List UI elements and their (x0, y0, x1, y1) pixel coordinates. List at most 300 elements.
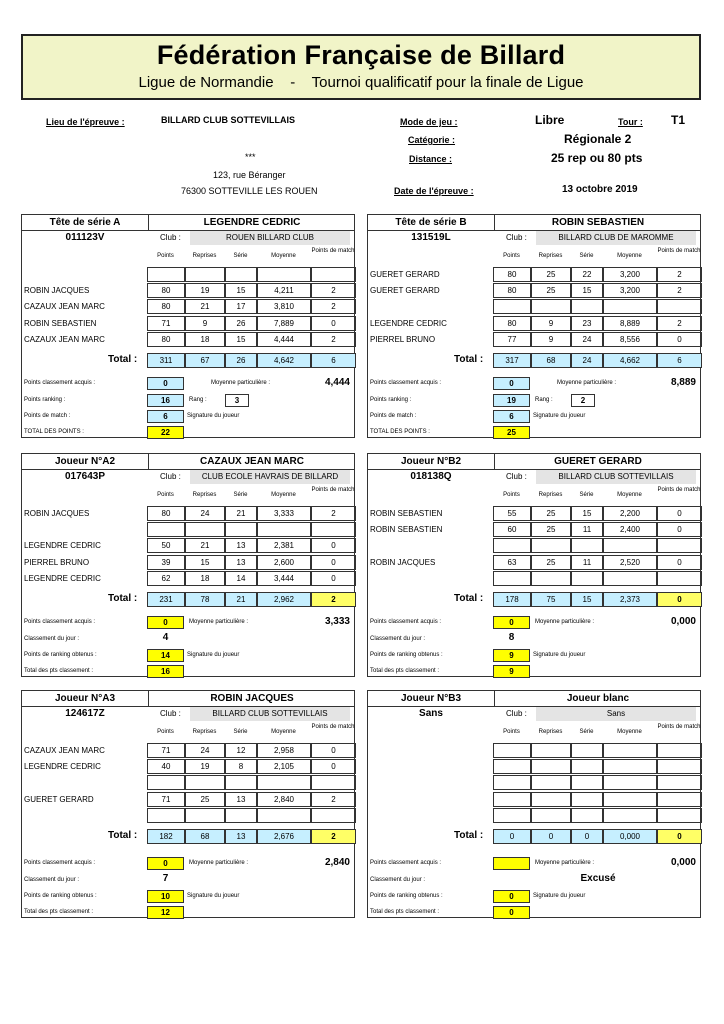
score-cell-pm (657, 299, 702, 314)
score-cell-reprises (185, 267, 225, 282)
distance-label: Distance : (409, 154, 453, 164)
player-id: 131519L (411, 232, 451, 243)
panel-role: Tête de série A (22, 215, 149, 230)
score-cell-reprises: 25 (531, 283, 571, 298)
classement-du-jour-label: Classement du jour : (370, 636, 426, 642)
score-cell-pm: 2 (657, 316, 702, 331)
total-cell-reprises: 68 (531, 353, 571, 368)
categorie-label: Catégorie : (408, 135, 456, 145)
total-points-label: TOTAL DES POINTS : (370, 429, 430, 435)
score-cell-reprises: 19 (185, 759, 225, 774)
score-cell-pm (657, 743, 702, 758)
score-cell-reprises: 25 (531, 555, 571, 570)
score-cell-serie: 11 (571, 522, 603, 537)
panel-role: Tête de série B (368, 215, 495, 230)
score-cell-serie: 26 (225, 316, 257, 331)
panel-role: Joueur N°B3 (368, 691, 495, 706)
score-cell-moyenne: 7,889 (257, 316, 311, 331)
panel-role: Joueur N°A2 (22, 454, 149, 469)
player-name: CAZAUX JEAN MARC (200, 456, 304, 467)
score-cell-serie: 15 (571, 283, 603, 298)
score-cell-moyenne: 2,958 (257, 743, 311, 758)
rang-label: Rang : (189, 397, 207, 403)
tour-value: T1 (671, 113, 686, 127)
score-cell-points: 55 (493, 506, 531, 521)
score-cell-points: 71 (147, 792, 185, 807)
score-cell-moyenne: 3,444 (257, 571, 311, 586)
score-cell-reprises (531, 792, 571, 807)
moyenne-particuliere-label: Moyenne particulière : (535, 860, 595, 866)
column-header-reprises: Reprises (538, 492, 563, 498)
panel-header (368, 454, 700, 470)
player-id-row (368, 470, 700, 486)
score-cell-moyenne (257, 267, 311, 282)
distance-value: 25 rep ou 80 pts (551, 151, 643, 165)
panel-header (22, 215, 354, 231)
match-points-value: 6 (147, 410, 184, 423)
score-cell-serie: 13 (225, 538, 257, 553)
player-name: ROBIN SEBASTIEN (551, 217, 645, 228)
total-cell-moyenne: 0,000 (603, 829, 657, 844)
score-cell-serie (225, 775, 257, 790)
score-cell-moyenne: 3,200 (603, 283, 657, 298)
ranking-obtenus-value: 0 (493, 890, 530, 903)
ranking-value: 19 (493, 394, 530, 407)
total-cell-moyenne: 2,962 (257, 592, 311, 607)
total-cell-serie: 0 (571, 829, 603, 844)
signature-label: Signature du joueur (533, 413, 586, 419)
column-header-moyenne: Moyenne (617, 492, 642, 498)
score-cell-points (493, 808, 531, 823)
column-header-points: Points (503, 492, 520, 498)
total-cell-points: 317 (493, 353, 531, 368)
score-cell-points (147, 808, 185, 823)
panel-header (368, 215, 700, 231)
score-cell-points: 80 (493, 283, 531, 298)
score-cell-moyenne (257, 808, 311, 823)
rang-value: 2 (571, 394, 595, 407)
club-value: Sans (536, 707, 696, 721)
total-cell-moyenne: 4,662 (603, 353, 657, 368)
total-cell-points: 178 (493, 592, 531, 607)
opponent-name: GUERET GERARD (370, 286, 440, 295)
score-cell-pm: 0 (311, 538, 356, 553)
score-cell-pm: 0 (311, 555, 356, 570)
column-header-pm: Points de match (311, 487, 355, 493)
rang-value: 3 (225, 394, 249, 407)
score-cell-reprises (531, 808, 571, 823)
player-id: 124617Z (65, 708, 105, 719)
ranking-obtenus-label: Points de ranking obtenus : (24, 893, 97, 899)
player-id-row (22, 707, 354, 723)
column-header-reprises: Reprises (538, 729, 563, 735)
column-header-pm: Points de match (311, 724, 355, 730)
score-cell-serie (571, 759, 603, 774)
score-cell-reprises (185, 808, 225, 823)
player-panel (367, 214, 701, 438)
moyenne-particuliere-label: Moyenne particulière : (557, 380, 617, 386)
pca-value: 0 (147, 377, 184, 390)
score-cell-serie: 11 (571, 555, 603, 570)
score-cell-reprises: 21 (185, 538, 225, 553)
score-cell-moyenne: 4,444 (257, 332, 311, 347)
player-panel (21, 214, 355, 438)
score-cell-points: 62 (147, 571, 185, 586)
ranking-obtenus-label: Points de ranking obtenus : (370, 652, 443, 658)
score-cell-reprises (531, 299, 571, 314)
score-cell-moyenne (603, 299, 657, 314)
score-cell-serie (571, 571, 603, 586)
total-cell-pm: 2 (311, 592, 356, 607)
total-cell-serie: 24 (571, 353, 603, 368)
ranking-value: 16 (147, 394, 184, 407)
score-cell-moyenne (603, 775, 657, 790)
total-cell-serie: 15 (571, 592, 603, 607)
column-header-reprises: Reprises (538, 253, 563, 259)
tour-label: Tour : (618, 117, 643, 127)
score-cell-moyenne: 2,400 (603, 522, 657, 537)
score-cell-pm: 0 (657, 506, 702, 521)
opponent-name: ROBIN SEBASTIEN (24, 319, 97, 328)
score-cell-pm (311, 522, 356, 537)
score-cell-reprises (185, 522, 225, 537)
opponent-name: LEGENDRE CEDRIC (24, 574, 101, 583)
pca-value: 0 (493, 377, 530, 390)
opponent-name: LEGENDRE CEDRIC (24, 541, 101, 550)
score-cell-points (493, 538, 531, 553)
score-cell-pm: 0 (657, 522, 702, 537)
opponent-name: CAZAUX JEAN MARC (24, 335, 105, 344)
score-cell-moyenne (603, 792, 657, 807)
total-label: Total : (108, 354, 138, 365)
pca-value: 0 (493, 616, 530, 629)
column-header-pm: Points de match (657, 248, 701, 254)
score-cell-reprises: 25 (531, 506, 571, 521)
opponent-name: ROBIN SEBASTIEN (370, 525, 443, 534)
score-cell-serie: 15 (225, 332, 257, 347)
player-panel (21, 690, 355, 918)
total-cell-pm: 6 (311, 353, 356, 368)
player-panel (21, 453, 355, 677)
match-points-label: Points de match : (24, 413, 71, 419)
total-classement-value: 0 (493, 906, 530, 919)
score-cell-reprises (185, 775, 225, 790)
opponent-name: CAZAUX JEAN MARC (24, 302, 105, 311)
score-cell-serie (571, 775, 603, 790)
score-cell-reprises (531, 571, 571, 586)
pca-value: 0 (147, 857, 184, 870)
panel-header (368, 691, 700, 707)
score-cell-serie (225, 267, 257, 282)
score-cell-reprises: 24 (185, 743, 225, 758)
total-classement-label: Total des pts classement : (24, 668, 94, 674)
score-cell-pm: 2 (311, 299, 356, 314)
column-header-serie: Série (233, 492, 248, 498)
score-cell-pm (311, 808, 356, 823)
date-value: 13 octobre 2019 (562, 184, 638, 195)
column-header-reprises: Reprises (192, 253, 217, 259)
score-cell-reprises: 25 (531, 267, 571, 282)
classement-du-jour-label: Classement du jour : (24, 636, 80, 642)
total-classement-value: 16 (147, 665, 184, 678)
total-cell-reprises: 78 (185, 592, 225, 607)
pca-label: Points classement acquis : (370, 860, 442, 866)
moyenne-particuliere-value: 8,889 (670, 377, 696, 388)
score-cell-pm: 0 (311, 759, 356, 774)
score-cell-moyenne: 2,520 (603, 555, 657, 570)
score-cell-points: 80 (147, 332, 185, 347)
ranking-obtenus-label: Points de ranking obtenus : (24, 652, 97, 658)
moyenne-particuliere-value: 3,333 (324, 616, 350, 627)
score-cell-reprises (531, 759, 571, 774)
player-name: Joueur blanc (566, 693, 630, 704)
opponent-name: ROBIN JACQUES (24, 509, 90, 518)
score-cell-pm: 2 (657, 283, 702, 298)
column-header-points: Points (157, 253, 174, 259)
column-header-pm: Points de match (657, 487, 701, 493)
score-cell-reprises: 9 (185, 316, 225, 331)
classement-du-jour-label: Classement du jour : (370, 877, 426, 883)
pca-label: Points classement acquis : (370, 619, 442, 625)
club-value: BILLARD CLUB DE MAROMME (536, 231, 696, 245)
score-cell-pm (657, 571, 702, 586)
subtitle-separator: - (290, 74, 296, 91)
player-name: LEGENDRE CEDRIC (203, 217, 301, 228)
page-title: Fédération Française de Billard (156, 40, 566, 70)
moyenne-particuliere-label: Moyenne particulière : (211, 380, 271, 386)
player-id: 018138Q (410, 471, 452, 482)
total-label: Total : (454, 354, 484, 365)
column-header-points: Points (503, 729, 520, 735)
score-cell-pm (657, 759, 702, 774)
pca-label: Points classement acquis : (24, 619, 96, 625)
pca-label: Points classement acquis : (24, 380, 96, 386)
moyenne-particuliere-label: Moyenne particulière : (189, 619, 249, 625)
mode-label: Mode de jeu : (400, 117, 458, 127)
score-cell-serie (571, 792, 603, 807)
column-header-reprises: Reprises (192, 492, 217, 498)
total-cell-serie: 21 (225, 592, 257, 607)
column-header-moyenne: Moyenne (271, 492, 296, 498)
total-classement-label: Total des pts classement : (370, 909, 440, 915)
score-cell-reprises (531, 538, 571, 553)
classement-du-jour-label: Classement du jour : (24, 877, 80, 883)
rang-label: Rang : (535, 397, 553, 403)
total-cell-points: 231 (147, 592, 185, 607)
pca-value (493, 857, 530, 870)
lieu-value: BILLARD CLUB SOTTEVILLAIS (161, 115, 295, 125)
score-cell-serie (225, 522, 257, 537)
score-cell-serie (571, 538, 603, 553)
club-value: BILLARD CLUB SOTTEVILLAIS (190, 707, 350, 721)
score-cell-serie: 13 (225, 792, 257, 807)
column-header-moyenne: Moyenne (271, 253, 296, 259)
score-cell-moyenne: 2,381 (257, 538, 311, 553)
score-cell-reprises (531, 743, 571, 758)
total-classement-label: Total des pts classement : (24, 909, 94, 915)
total-classement-label: Total des pts classement : (370, 668, 440, 674)
total-label: Total : (454, 830, 484, 841)
ranking-obtenus-value: 14 (147, 649, 184, 662)
opponent-name: CAZAUX JEAN MARC (24, 746, 105, 755)
score-cell-points: 80 (493, 316, 531, 331)
total-label: Total : (454, 593, 484, 604)
column-header-points: Points (157, 492, 174, 498)
total-cell-pm: 0 (657, 592, 702, 607)
column-header-points: Points (157, 729, 174, 735)
match-points-label: Points de match : (370, 413, 417, 419)
classement-du-jour-value: 4 (162, 632, 169, 643)
total-cell-reprises: 67 (185, 353, 225, 368)
score-cell-points (147, 522, 185, 537)
player-name: GUERET GERARD (554, 456, 642, 467)
column-header-serie: Série (579, 253, 594, 259)
score-cell-reprises: 18 (185, 571, 225, 586)
moyenne-particuliere-label: Moyenne particulière : (189, 860, 249, 866)
subtitle-tournament: Tournoi qualificatif pour la finale de Ligue (311, 74, 584, 91)
pca-label: Points classement acquis : (370, 380, 442, 386)
score-cell-points: 60 (493, 522, 531, 537)
signature-label: Signature du joueur (533, 652, 586, 658)
player-panel (367, 690, 701, 918)
score-cell-serie: 21 (225, 506, 257, 521)
player-id: 011123V (65, 232, 105, 243)
score-cell-pm (311, 775, 356, 790)
score-cell-moyenne (603, 538, 657, 553)
score-cell-serie: 8 (225, 759, 257, 774)
score-cell-points (493, 759, 531, 774)
score-cell-serie: 13 (225, 555, 257, 570)
score-cell-serie (571, 808, 603, 823)
ranking-label: Points ranking : (24, 397, 66, 403)
date-label: Date de l'épreuve : (394, 186, 474, 196)
total-classement-value: 12 (147, 906, 184, 919)
club-value: CLUB ECOLE HAVRAIS DE BILLARD (190, 470, 350, 484)
total-cell-moyenne: 2,373 (603, 592, 657, 607)
player-id-row (22, 231, 354, 247)
score-cell-pm: 0 (657, 555, 702, 570)
total-cell-points: 0 (493, 829, 531, 844)
club-label: Club : (160, 709, 181, 718)
total-points-value: 22 (147, 426, 184, 439)
score-cell-moyenne: 3,333 (257, 506, 311, 521)
mode-value: Libre (535, 113, 565, 127)
column-header-moyenne: Moyenne (271, 729, 296, 735)
total-cell-serie: 26 (225, 353, 257, 368)
score-cell-points (147, 267, 185, 282)
ranking-obtenus-value: 9 (493, 649, 530, 662)
score-cell-pm: 2 (311, 332, 356, 347)
score-cell-points (493, 299, 531, 314)
score-cell-reprises: 24 (185, 506, 225, 521)
opponent-name: LEGENDRE CEDRIC (24, 762, 101, 771)
score-cell-points (493, 792, 531, 807)
opponent-name: ROBIN SEBASTIEN (370, 509, 443, 518)
club-label: Club : (506, 709, 527, 718)
column-header-serie: Série (233, 253, 248, 259)
signature-label: Signature du joueur (187, 652, 240, 658)
pca-value: 0 (147, 616, 184, 629)
score-cell-points: 71 (147, 743, 185, 758)
score-cell-points (493, 571, 531, 586)
score-cell-moyenne: 2,840 (257, 792, 311, 807)
classement-du-jour-value: Excusé (580, 873, 616, 884)
panel-header (22, 454, 354, 470)
score-cell-serie: 23 (571, 316, 603, 331)
address-line2: 76300 SOTTEVILLE LES ROUEN (181, 186, 318, 196)
score-cell-moyenne (257, 775, 311, 790)
player-panel (367, 453, 701, 677)
total-cell-moyenne: 2,676 (257, 829, 311, 844)
score-cell-points: 77 (493, 332, 531, 347)
score-cell-points: 80 (147, 299, 185, 314)
total-cell-reprises: 68 (185, 829, 225, 844)
opponent-name: ROBIN JACQUES (24, 286, 90, 295)
score-cell-serie: 14 (225, 571, 257, 586)
column-header-points: Points (503, 253, 520, 259)
player-id-row (22, 470, 354, 486)
match-points-value: 6 (493, 410, 530, 423)
ranking-label: Points ranking : (370, 397, 412, 403)
score-cell-moyenne (603, 759, 657, 774)
total-cell-serie: 13 (225, 829, 257, 844)
panel-header (22, 691, 354, 707)
score-cell-moyenne: 2,200 (603, 506, 657, 521)
score-cell-moyenne (603, 808, 657, 823)
player-id-row (368, 231, 700, 247)
opponent-name: GUERET GERARD (370, 270, 440, 279)
score-cell-pm: 2 (311, 792, 356, 807)
column-header-pm: Points de match (657, 724, 701, 730)
pca-label: Points classement acquis : (24, 860, 96, 866)
score-cell-points (493, 775, 531, 790)
score-cell-reprises: 9 (531, 316, 571, 331)
column-header-reprises: Reprises (192, 729, 217, 735)
total-cell-pm: 6 (657, 353, 702, 368)
signature-label: Signature du joueur (187, 893, 240, 899)
subtitle-league: Ligue de Normandie (138, 74, 274, 91)
club-value: ROUEN BILLARD CLUB (190, 231, 350, 245)
score-cell-points (493, 743, 531, 758)
moyenne-particuliere-value: 0,000 (670, 857, 696, 868)
score-cell-points: 80 (493, 267, 531, 282)
score-cell-serie: 24 (571, 332, 603, 347)
lieu-label: Lieu de l'épreuve : (46, 117, 125, 127)
panel-role: Joueur N°B2 (368, 454, 495, 469)
lieu-stars: *** (245, 152, 256, 162)
score-cell-points: 80 (147, 283, 185, 298)
score-cell-points (147, 775, 185, 790)
ranking-obtenus-value: 10 (147, 890, 184, 903)
score-cell-serie (571, 299, 603, 314)
moyenne-particuliere-value: 0,000 (670, 616, 696, 627)
score-cell-points: 39 (147, 555, 185, 570)
signature-label: Signature du joueur (187, 413, 240, 419)
total-cell-pm: 0 (657, 829, 702, 844)
total-label: Total : (108, 830, 138, 841)
score-cell-moyenne: 8,556 (603, 332, 657, 347)
club-label: Club : (506, 472, 527, 481)
total-cell-moyenne: 4,642 (257, 353, 311, 368)
opponent-name: ROBIN JACQUES (370, 558, 436, 567)
total-cell-reprises: 0 (531, 829, 571, 844)
score-cell-pm: 0 (657, 332, 702, 347)
signature-label: Signature du joueur (533, 893, 586, 899)
score-cell-reprises: 18 (185, 332, 225, 347)
total-label: Total : (108, 593, 138, 604)
score-cell-pm: 0 (311, 571, 356, 586)
score-cell-moyenne: 3,810 (257, 299, 311, 314)
